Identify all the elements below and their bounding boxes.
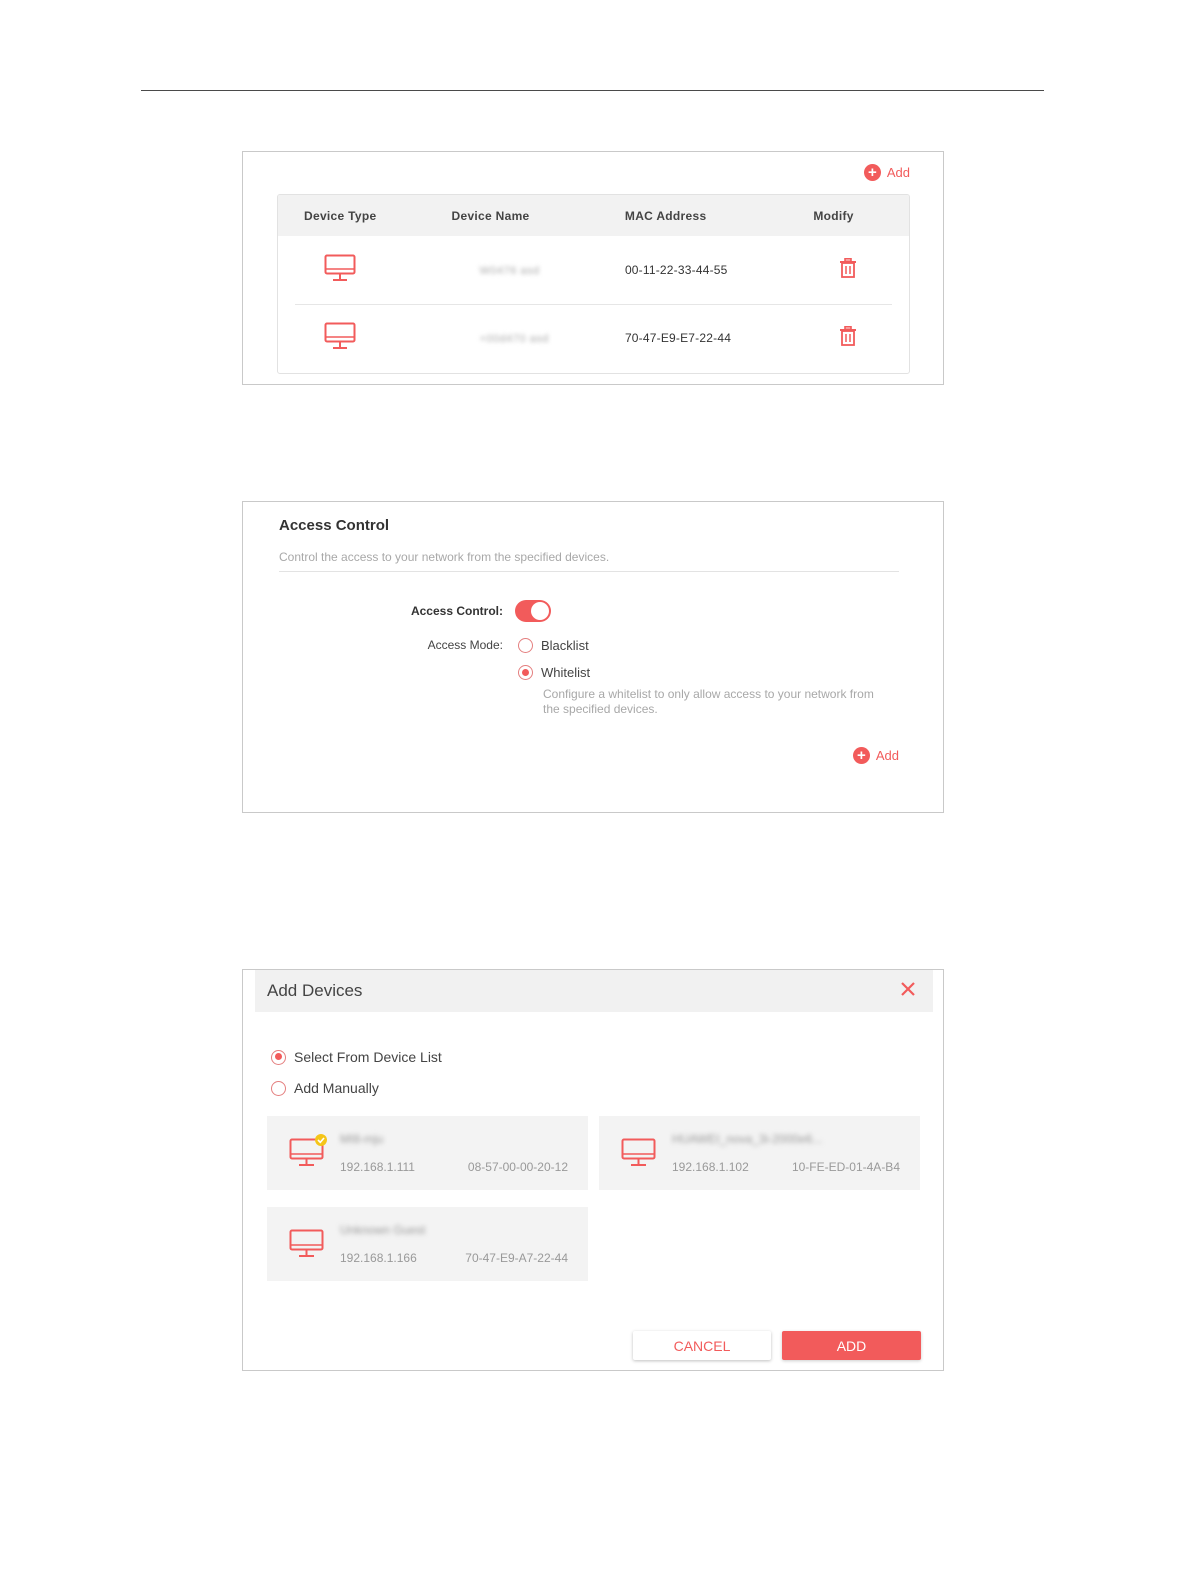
access-mode-label: Access Mode:	[427, 638, 503, 652]
desktop-icon	[289, 1134, 329, 1168]
device-ip: 192.168.1.166	[340, 1251, 417, 1265]
add-device-link[interactable]	[864, 164, 910, 181]
device-mac: 70-47-E9-A7-22-44	[465, 1251, 568, 1265]
whitelist-radio[interactable]	[518, 665, 533, 680]
select-from-list-radio[interactable]	[271, 1050, 286, 1065]
device-mac: 10-FE-ED-01-4A-B4	[791, 1160, 900, 1174]
add-label: Add	[886, 165, 910, 180]
table-row	[278, 236, 909, 304]
device-table-panel	[242, 151, 944, 385]
column-header-device-type: Device Type	[304, 208, 377, 223]
add-manually-option[interactable]	[271, 1080, 379, 1096]
column-header-mac-address: MAC Address	[624, 208, 707, 223]
page-top-rule	[141, 90, 1044, 91]
mac-address: 00-11-22-33-44-55	[624, 263, 728, 277]
dialog-header	[255, 970, 933, 1012]
select-from-list-option[interactable]	[271, 1049, 442, 1065]
desktop-icon	[324, 322, 356, 350]
toggle-knob	[531, 602, 549, 620]
add-button[interactable]: ADD	[782, 1331, 921, 1360]
device-table	[277, 194, 910, 374]
section-title: Access Control	[279, 517, 390, 534]
device-name: HUAWEI_nova_3i-2000e6...	[672, 1132, 823, 1146]
desktop-icon	[324, 254, 356, 282]
column-header-modify: Modify	[813, 208, 854, 223]
add-devices-dialog	[242, 969, 944, 1371]
column-header-device-name: Device Name	[451, 208, 530, 223]
device-name: MI8-mju	[340, 1132, 384, 1146]
add-label: Add	[875, 748, 899, 763]
add-whitelist-link[interactable]	[853, 747, 899, 764]
add-manually-label: Add Manually	[294, 1080, 379, 1096]
device-card[interactable]	[267, 1207, 588, 1281]
device-ip: 192.168.1.102	[672, 1160, 749, 1174]
device-card[interactable]	[267, 1116, 588, 1190]
blacklist-label: Blacklist	[541, 638, 589, 653]
desktop-icon	[289, 1225, 329, 1259]
whitelist-radio-option[interactable]	[518, 665, 590, 680]
close-icon[interactable]	[897, 978, 919, 1000]
access-control-label: Access Control:	[410, 604, 503, 618]
device-mac: 08-57-00-00-20-12	[467, 1160, 568, 1174]
trash-icon[interactable]	[839, 258, 857, 283]
cancel-button[interactable]: CANCEL	[633, 1331, 771, 1360]
blacklist-radio-option[interactable]	[518, 638, 589, 653]
mac-address: 70-47-E9-E7-22-44	[624, 331, 732, 345]
whitelist-label: Whitelist	[541, 665, 591, 680]
section-divider	[279, 571, 899, 572]
device-ip: 192.168.1.111	[340, 1160, 415, 1174]
whitelist-hint: Configure a whitelist to only allow access to your network from the specified devices.	[543, 687, 874, 716]
access-control-panel	[242, 501, 944, 813]
device-name: W0476 asd	[479, 265, 540, 277]
table-row	[278, 304, 909, 372]
dialog-title: Add Devices	[267, 981, 363, 1000]
select-from-list-label: Select From Device List	[294, 1049, 442, 1065]
add-manually-radio[interactable]	[271, 1081, 286, 1096]
access-control-toggle[interactable]	[515, 600, 551, 622]
add-circle-icon: +	[864, 164, 881, 181]
device-name: +00d470 asd	[479, 333, 549, 345]
desktop-icon	[621, 1134, 661, 1168]
device-name: Unknown Guest	[340, 1223, 426, 1237]
section-description: Control the access to your network from the specified devices.	[279, 550, 610, 564]
device-card[interactable]	[599, 1116, 920, 1190]
table-header	[278, 195, 909, 236]
trash-icon[interactable]	[839, 326, 857, 351]
add-circle-icon: +	[853, 747, 870, 764]
blacklist-radio[interactable]	[518, 638, 533, 653]
